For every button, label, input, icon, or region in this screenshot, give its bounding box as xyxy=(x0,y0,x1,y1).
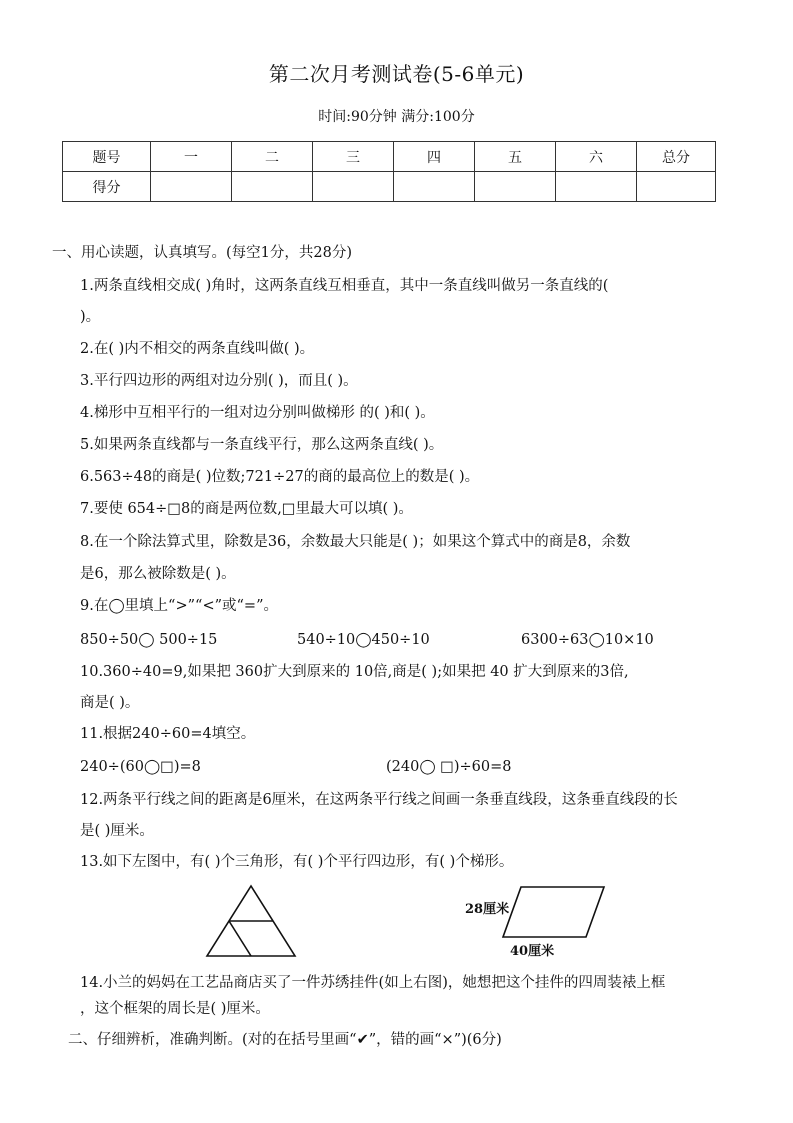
section-2-heading: 二、仔细辨析，准确判断。(对的在括号里画“✔”，错的画“×”)(6分) xyxy=(68,1032,502,1048)
question-1: 1.两条直线相交成( )角时，这两条直线互相垂直，其中一条直线叫做另一条直线的( xyxy=(80,278,609,294)
question-8: 8.在一个除法算式里，除数是36，余数最大只能是( )；如果这个算式中的商是8，余数 xyxy=(80,534,631,550)
question-14-cont: ，这个框架的周长是( )厘米。 xyxy=(80,1001,270,1017)
section-1-heading: 一、用心读题，认真填写。(每空1分，共28分) xyxy=(52,245,352,261)
question-9: 9.在◯里填上“>”“<”或“=”。 xyxy=(80,598,278,614)
score-header-cell: 三 xyxy=(313,142,394,172)
score-header-cell: 五 xyxy=(475,142,556,172)
question-8-cont: 是6，那么被除数是( )。 xyxy=(80,566,236,582)
score-table xyxy=(62,141,716,202)
question-9-item-1: 850÷50◯ 500÷15 xyxy=(80,632,218,648)
question-11-item-2: (240◯ □)÷60=8 xyxy=(386,759,512,775)
score-header-cell: 一 xyxy=(151,142,232,172)
question-11-item-1: 240÷(60◯□)=8 xyxy=(80,759,201,775)
question-10-cont: 商是( )。 xyxy=(80,695,140,711)
score-cell[interactable] xyxy=(313,172,394,202)
score-table-score-row xyxy=(63,172,716,202)
question-12-cont: 是( )厘米。 xyxy=(80,823,154,839)
score-cell[interactable] xyxy=(475,172,556,202)
question-1-cont: )。 xyxy=(80,309,101,325)
page-title: 第二次月考测试卷(5-6单元) xyxy=(268,62,525,86)
score-table-header-row xyxy=(63,142,716,172)
question-14: 14.小兰的妈妈在工艺品商店买了一件苏绣挂件(如上右图)，她想把这个挂件的四周装裱上框 xyxy=(80,975,666,991)
score-row-label: 得分 xyxy=(63,172,151,202)
score-header-cell: 题号 xyxy=(63,142,151,172)
question-9-item-3: 6300÷63◯10×10 xyxy=(521,632,654,648)
parallelogram-base-label: 40厘米 xyxy=(510,944,555,959)
question-7: 7.要使 654÷□8的商是两位数,□里最大可以填( )。 xyxy=(80,501,413,517)
parallelogram-side-label: 28厘米 xyxy=(465,902,510,917)
question-3: 3.平行四边形的两组对边分别( )，而且( )。 xyxy=(80,373,358,389)
score-cell[interactable] xyxy=(394,172,475,202)
question-5: 5.如果两条直线都与一条直线平行，那么这两条直线( )。 xyxy=(80,437,444,453)
score-header-cell: 六 xyxy=(556,142,637,172)
question-10: 10.360÷40=9,如果把 360扩大到原来的 10倍,商是( );如果把 40 扩大到原来的3倍, xyxy=(80,664,629,680)
score-cell[interactable] xyxy=(151,172,232,202)
question-2: 2.在( )内不相交的两条直线叫做( )。 xyxy=(80,341,315,357)
question-9-item-2: 540÷10◯450÷10 xyxy=(297,632,430,648)
score-header-cell: 总分 xyxy=(637,142,716,172)
question-11: 11.根据240÷60=4填空。 xyxy=(80,726,256,742)
score-cell[interactable] xyxy=(232,172,313,202)
question-12: 12.两条平行线之间的距离是6厘米，在这两条平行线之间画一条垂直线段，这条垂直线段的长 xyxy=(80,792,678,808)
score-cell[interactable] xyxy=(556,172,637,202)
question-6: 6.563÷48的商是( )位数;721÷27的商的最高位上的数是( )。 xyxy=(80,469,480,485)
triangle-figure xyxy=(205,884,297,958)
score-header-cell: 二 xyxy=(232,142,313,172)
score-header-cell: 四 xyxy=(394,142,475,172)
question-13: 13.如下左图中，有( )个三角形，有( )个平行四边形，有( )个梯形。 xyxy=(80,854,514,870)
score-cell[interactable] xyxy=(637,172,716,202)
question-4: 4.梯形中互相平行的一组对边分别叫做梯形 的( )和( )。 xyxy=(80,405,435,421)
exam-info: 时间:90分钟 满分:100分 xyxy=(318,109,475,125)
